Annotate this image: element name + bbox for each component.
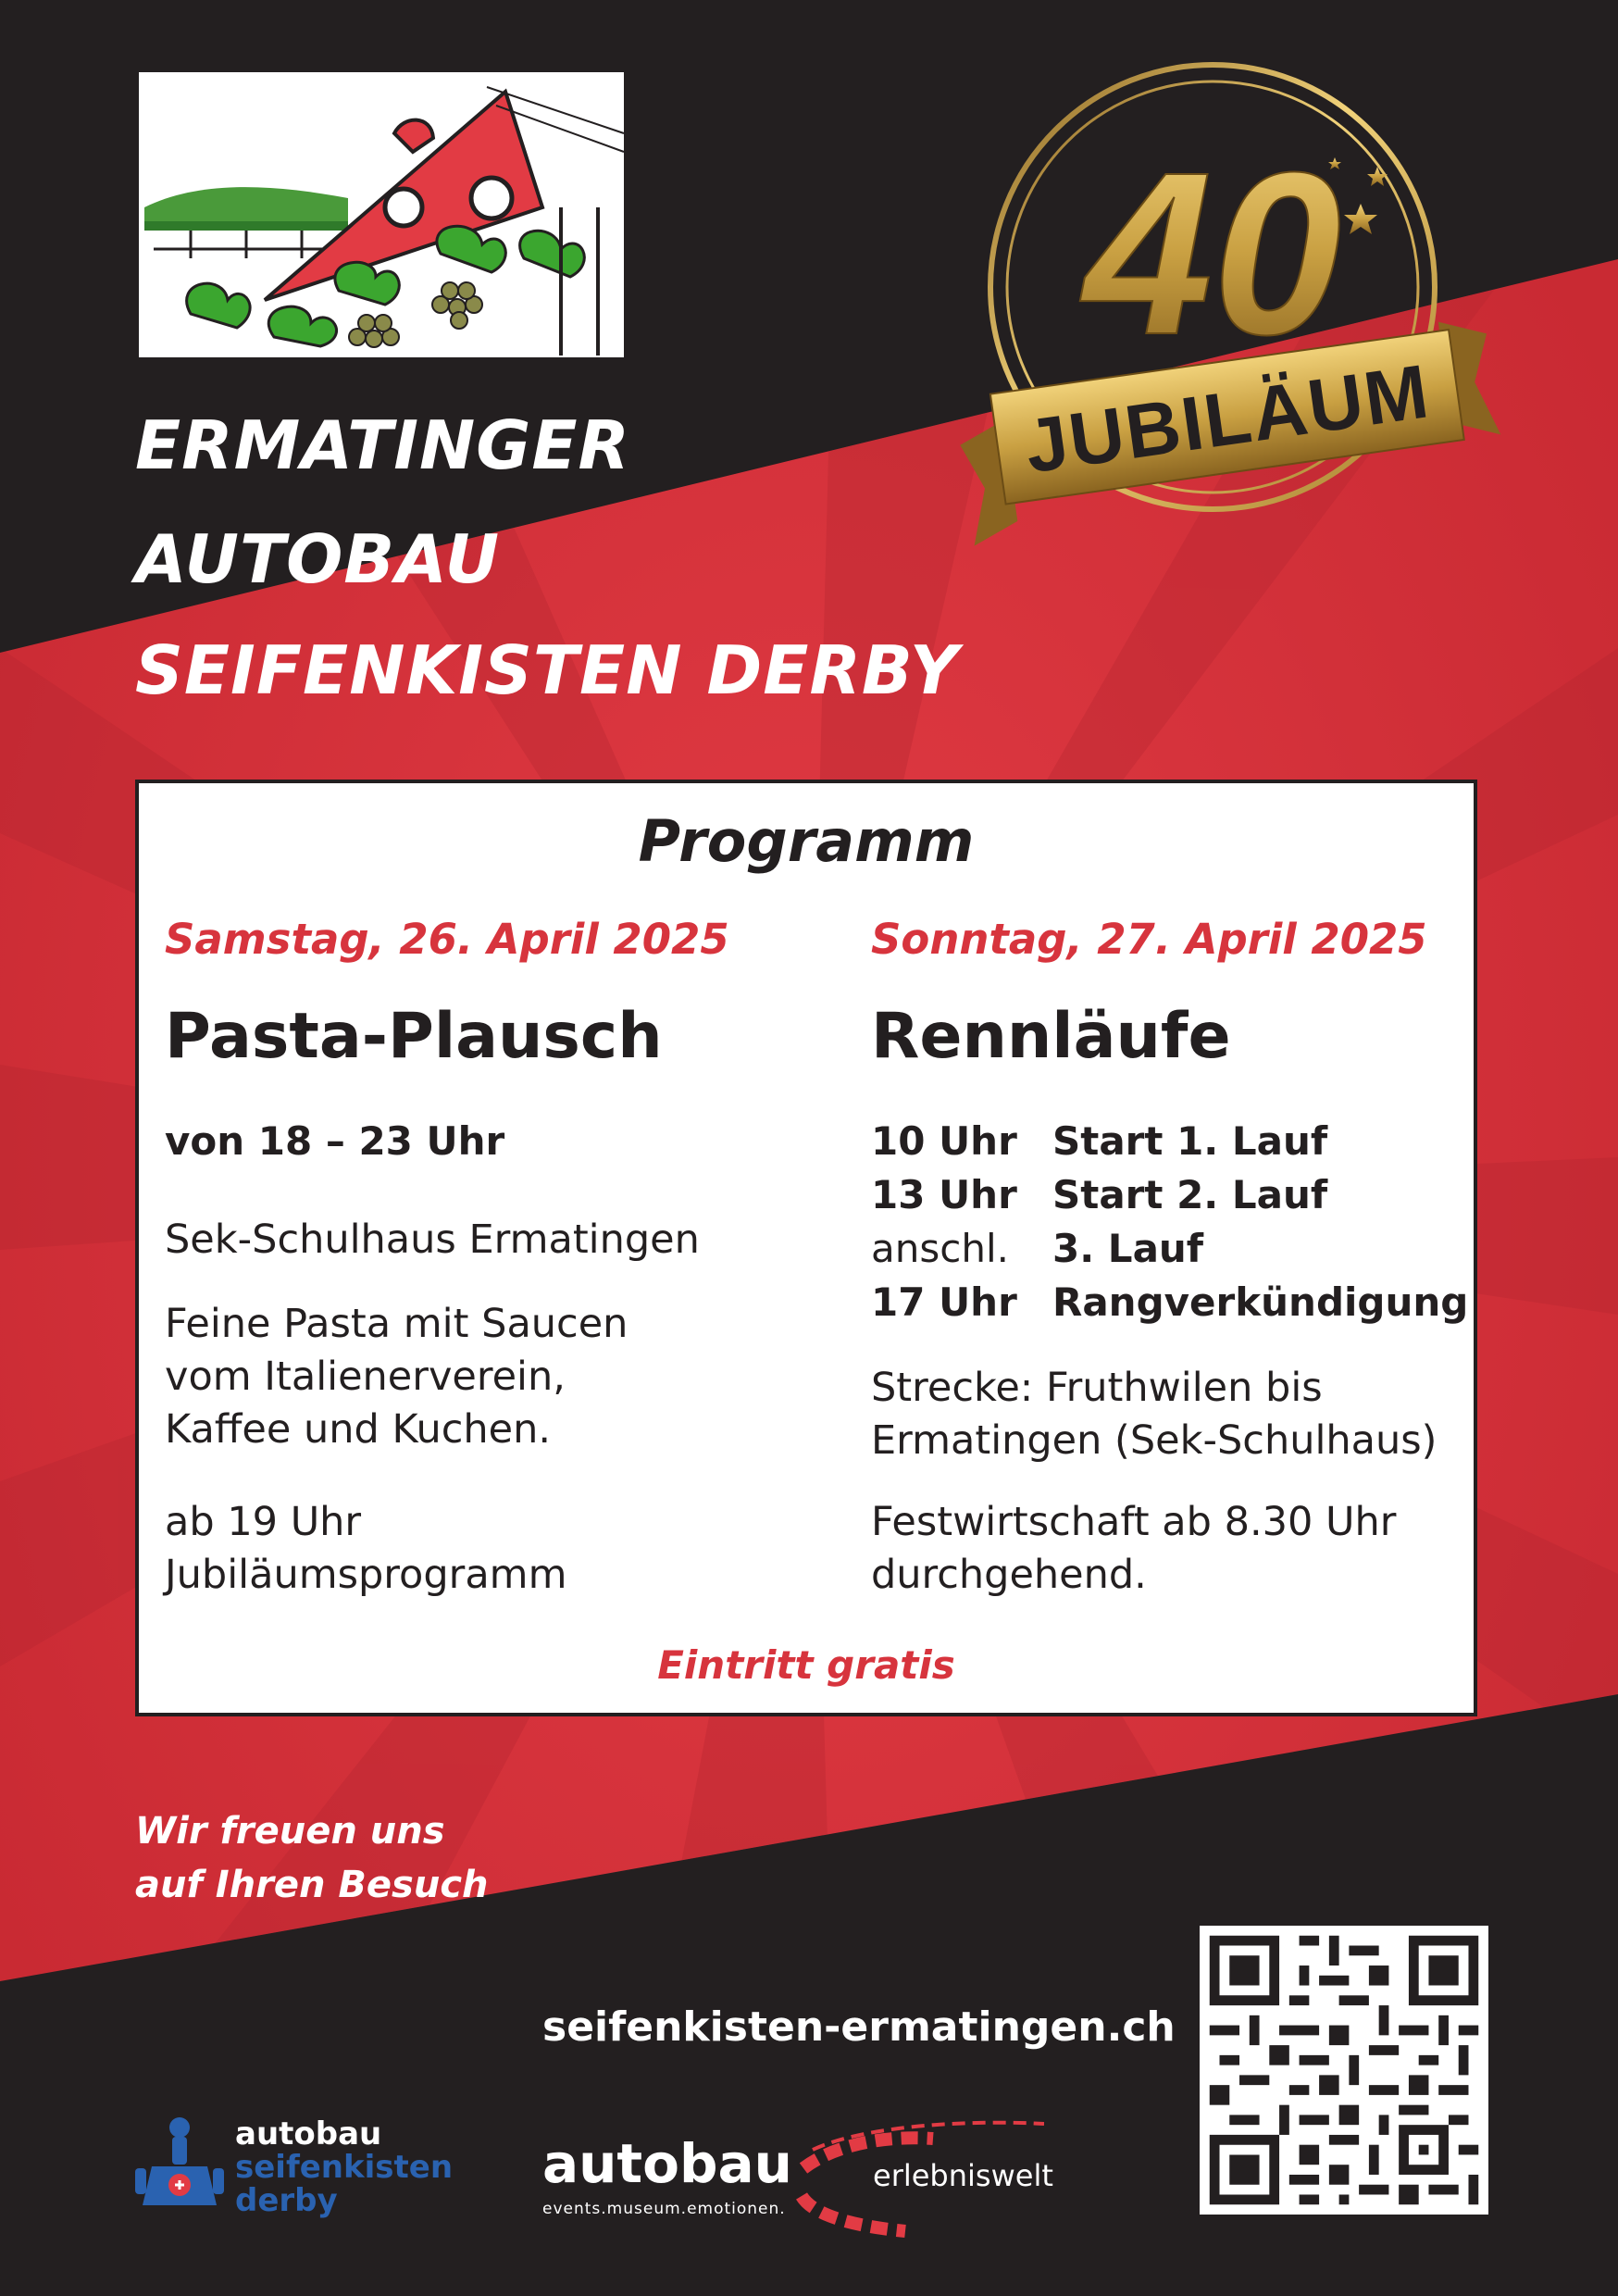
- schedule-event-3: 3. Lauf: [1052, 1226, 1204, 1271]
- sunday-title: Rennläufe: [871, 1000, 1231, 1073]
- sunday-food-line: durchgehend.: [871, 1552, 1147, 1598]
- sunday-food-line: Festwirtschaft ab 8.30 Uhr: [871, 1499, 1397, 1545]
- sunday-date: Sonntag, 27. April 2025: [871, 915, 1427, 964]
- jubilaeum-badge: [926, 56, 1518, 574]
- derby-logo-text: [235, 2115, 454, 2219]
- saturday-food: [165, 1298, 794, 1456]
- schedule-event-2: Start 2. Lauf: [1052, 1172, 1328, 1217]
- derby-illustration-logo: [135, 69, 628, 361]
- greeting-line-2: auf Ihren Besuch: [135, 1864, 489, 1906]
- saturday-extra-line: Jubiläumsprogramm: [165, 1552, 567, 1598]
- derby-logo-line-2: seifenkisten: [235, 2149, 454, 2186]
- route-line-2: Ermatingen (Sek-Schulhaus): [871, 1417, 1438, 1464]
- saturday-food-line: Kaffee und Kuchen.: [165, 1406, 552, 1453]
- schedule-time-3: anschl.: [871, 1226, 1009, 1271]
- qr-code[interactable]: [1200, 1926, 1488, 2215]
- saturday-food-line: vom Italienerverein,: [165, 1354, 566, 1400]
- schedule-time-1: 10 Uhr: [871, 1118, 1017, 1164]
- saturday-food-line: Feine Pasta mit Saucen: [165, 1301, 629, 1347]
- admission-note: Eintritt gratis: [657, 1642, 955, 1688]
- schedule-event-1: Start 1. Lauf: [1052, 1118, 1328, 1164]
- saturday-extra-line: ab 19 Uhr: [165, 1499, 362, 1545]
- saturday-location: Sek-Schulhaus Ermatingen: [165, 1217, 700, 1263]
- greeting-line-1: Wir freuen uns: [135, 1810, 445, 1853]
- autobau-logo-suffix: erlebniswelt: [873, 2158, 1053, 2193]
- title-line-1: ERMATINGER: [135, 406, 630, 484]
- website-link[interactable]: seifenkisten-ermatingen.ch: [542, 2003, 1176, 2051]
- program-heading: Programm: [638, 807, 975, 875]
- route-label: Strecke:: [871, 1365, 1034, 1411]
- saturday-date: Samstag, 26. April 2025: [165, 915, 729, 964]
- autobau-logo-name: autobau: [542, 2132, 792, 2195]
- saturday-time: von 18 – 23 Uhr: [165, 1118, 505, 1164]
- derby-car-icon: [135, 2113, 224, 2215]
- title-line-2: AUTOBAU: [135, 520, 501, 598]
- saturday-extra: [165, 1496, 794, 1602]
- sunday-route: [871, 1362, 1463, 1467]
- badge-number: 40: [1083, 124, 1342, 382]
- title-line-3: SEIFENKISTEN DERBY: [135, 631, 959, 709]
- autobau-logo-tagline: events.museum.emotionen.: [542, 2200, 786, 2218]
- schedule-time-2: 13 Uhr: [871, 1172, 1017, 1217]
- sunday-food: [871, 1496, 1463, 1602]
- badge-label: JUBILÄUM: [1020, 349, 1436, 490]
- schedule-event-4: Rangverkündigung: [1052, 1279, 1469, 1325]
- derby-logo-line-3: derby: [235, 2182, 338, 2219]
- schedule-time-4: 17 Uhr: [871, 1279, 1017, 1325]
- derby-logo-line-1: autobau: [235, 2115, 382, 2152]
- saturday-title: Pasta-Plausch: [165, 1000, 663, 1073]
- program-box: [135, 780, 1477, 1716]
- route-line-1: Fruthwilen bis: [1045, 1365, 1323, 1411]
